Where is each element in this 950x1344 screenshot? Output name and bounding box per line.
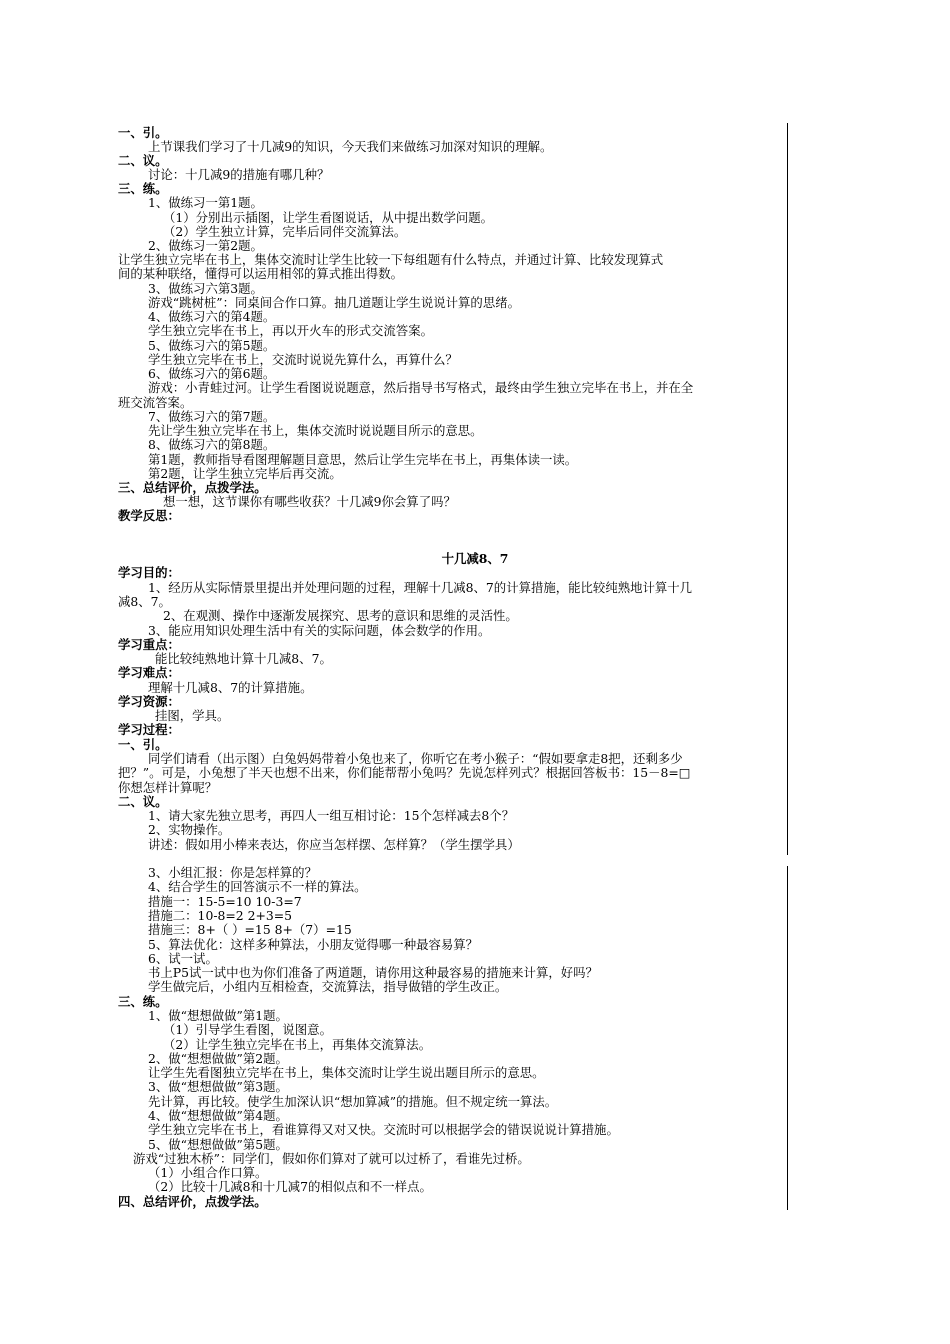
section-heading: 四、总结评价，点拨学法。 (118, 1194, 267, 1209)
text-line: 游戏“跳树桩”：同桌间合作口算。抽几道题让学生说说计算的思绪。 (148, 295, 520, 310)
text-line: 先让学生独立完毕在书上，集体交流时说说题目所示的意思。 (148, 423, 483, 438)
text-line: 班交流答案。 (118, 395, 193, 410)
text-line: 理解十几减8、7的计算措施。 (148, 680, 313, 695)
section-heading: 三、练。 (118, 994, 168, 1009)
text-line: 同学们请看（出示图）白兔妈妈带着小兔也来了，你听它在考小猴子：“假如要拿走8把，还剩多少 (148, 751, 683, 766)
text-line: 8、做练习六的第8题。 (148, 437, 276, 452)
section-heading: 三、练。 (118, 181, 168, 196)
text-line: 6、做练习六的第6题。 (148, 366, 276, 381)
right-margin-rule-bottom (787, 866, 788, 1210)
text-line: 让学生独立完毕在书上，集体交流时让学生比较一下每组题有什么特点，并通过计算、比较发现算式 (118, 252, 664, 267)
text-line: 减8、7。 (118, 594, 171, 609)
text-line: 5、做练习六的第5题。 (148, 338, 276, 353)
text-line: 能比较纯熟地计算十几减8、7。 (155, 651, 332, 666)
right-margin-rule-top (787, 123, 788, 855)
text-line: 学生独立完毕在书上，看谁算得又对又快。交流时可以根据学会的错误说说计算措施。 (148, 1122, 619, 1137)
text-line: （2）比较十几减8和十几减7的相似点和不一样点。 (148, 1179, 432, 1194)
text-line: 1、做练习一第1题。 (148, 195, 263, 210)
text-line: 学生独立完毕在书上，交流时说说先算什么，再算什么？ (148, 352, 458, 367)
text-line: 5、做“想想做做”第5题。 (148, 1137, 288, 1152)
text-line: 你想怎样计算呢？ (118, 780, 218, 795)
text-line: 2、实物操作。 (148, 822, 231, 837)
text-line: 1、做“想想做做”第1题。 (148, 1008, 288, 1023)
text-line: （2）学生独立计算，完毕后同伴交流算法。 (163, 224, 407, 239)
text-line: 讨论：十几减9的措施有哪几种？ (148, 167, 330, 182)
text-line: 措施一：15-5=10 10-3=7 (148, 894, 302, 909)
text-line: 5、算法优化：这样多种算法，小朋友觉得哪一种最容易算？ (148, 937, 479, 952)
section-heading: 三、总结评价，点拨学法。 (118, 480, 267, 495)
text-line: 4、做练习六的第4题。 (148, 309, 276, 324)
text-line: 3、能应用知识处理生活中有关的实际问题，体会数学的作用。 (148, 623, 491, 638)
text-line: 6、试一试。 (148, 951, 218, 966)
text-line: 把？”。可是，小兔想了半天也想不出来，你们能帮帮小兔吗？先说怎样列式？根据回答板书：15－8=□ (118, 765, 691, 780)
text-line: 想一想，这节课你有哪些收获？十几减9你会算了吗？ (163, 494, 456, 509)
text-line: （1）引导学生看图，说图意。 (163, 1022, 332, 1037)
section-heading: 二、议。 (118, 153, 168, 168)
text-line: 第2题，让学生独立完毕后再交流。 (148, 466, 342, 481)
section-heading: 一、引。 (118, 125, 168, 140)
section-heading: 学习目的： (118, 565, 180, 580)
text-line: 挂图，学具。 (155, 708, 230, 723)
text-line: 先计算，再比较。使学生加深认识“想加算减”的措施。但不规定统一算法。 (148, 1094, 558, 1109)
text-line: （2）让学生独立完毕在书上，再集体交流算法。 (163, 1037, 432, 1052)
section-heading: 学习过程： (118, 722, 180, 737)
section-heading: 一、引。 (118, 737, 168, 752)
section-heading: 学习难点： (118, 665, 180, 680)
text-line: 措施二：10-8=2 2+3=5 (148, 908, 293, 923)
text-line: 1、请大家先独立思考，再四人一组互相讨论：15个怎样减去8个？ (148, 808, 515, 823)
section-heading: 学习重点： (118, 637, 180, 652)
text-line: 3、做“想想做做”第3题。 (148, 1079, 288, 1094)
text-line: （1）小组合作口算。 (148, 1165, 268, 1180)
text-line: 3、小组汇报：你是怎样算的？ (148, 865, 317, 880)
text-line: 2、做“想想做做”第2题。 (148, 1051, 288, 1066)
section-heading: 二、议。 (118, 794, 168, 809)
text-line: 1、经历从实际情景里提出并处理问题的过程，理解十几减8、7的计算措施，能比较纯熟地计算十几 (148, 580, 693, 595)
text-line: 书上P5试一试中也为你们准备了两道题，请你用这种最容易的措施来计算，好吗？ (148, 965, 598, 980)
text-line: 措施三：8+（ ）=15 8+（7）=15 (148, 922, 352, 937)
text-line: 游戏“过独木桥”：同学们，假如你们算对了就可以过桥了，看谁先过桥。 (133, 1151, 530, 1166)
text-line: 学生独立完毕在书上，再以开火车的形式交流答案。 (148, 323, 433, 338)
text-line: 间的某种联络，懂得可以运用相邻的算式推出得数。 (118, 266, 403, 281)
text-line: 2、在观测、操作中逐渐发展探究、思考的意识和思维的灵活性。 (163, 608, 518, 623)
text-line: 2、做练习一第2题。 (148, 238, 263, 253)
text-line: 上节课我们学习了十几减9的知识，今天我们来做练习加深对知识的理解。 (148, 139, 553, 154)
text-line: 3、做练习六第3题。 (148, 281, 263, 296)
text-line: 让学生先看图独立完毕在书上，集体交流时让学生说出题目所示的意思。 (148, 1065, 545, 1080)
text-line: 学生做完后，小组内互相检查，交流算法，指导做错的学生改正。 (148, 979, 508, 994)
text-line: 7、做练习六的第7题。 (148, 409, 276, 424)
section-heading: 教学反思： (118, 508, 180, 523)
text-line: 游戏：小青蛙过河。让学生看图说说题意，然后指导书写格式，最终由学生独立完毕在书上，并在全 (148, 380, 694, 395)
text-line: （1）分别出示插图，让学生看图说话，从中提出数学问题。 (163, 210, 494, 225)
text-line: 4、结合学生的回答演示不一样的算法。 (148, 879, 367, 894)
text-line: 4、做“想想做做”第4题。 (148, 1108, 288, 1123)
section-heading: 十几减8、7 (441, 551, 509, 566)
section-heading: 学习资源： (118, 694, 180, 709)
text-line: 第1题，教师指导看图理解题目意思，然后让学生完毕在书上，再集体读一读。 (148, 452, 578, 467)
text-line: 讲述：假如用小棒来表达，你应当怎样摆、怎样算？（学生摆学具） (148, 837, 520, 852)
